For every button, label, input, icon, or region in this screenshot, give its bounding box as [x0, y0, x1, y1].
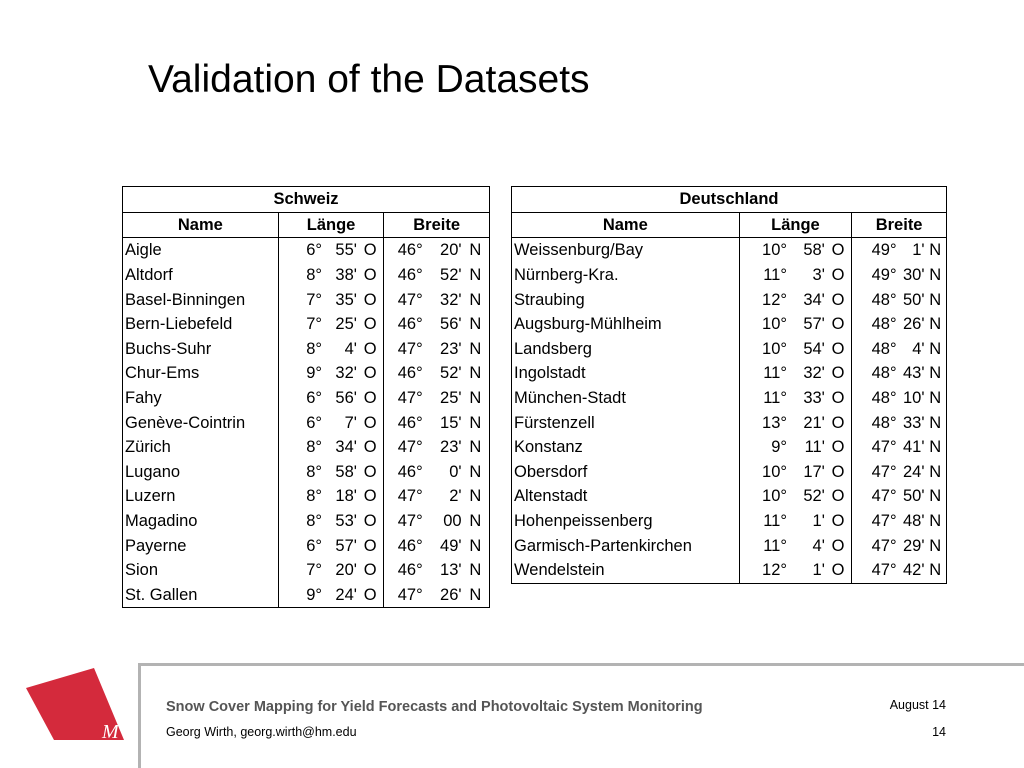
deutschland-table — [511, 186, 947, 584]
latitude-minutes-cell: 1' — [912, 241, 925, 260]
latitude-direction-cell: N — [929, 364, 942, 383]
latitude-degrees-cell: 46° — [397, 241, 423, 260]
latitude-minutes-cell: 24' — [903, 462, 925, 481]
longitude-degrees-cell: 7° — [306, 315, 323, 334]
latitude-degrees-cell: 47° — [397, 438, 423, 457]
table-row — [512, 410, 947, 435]
station-name-cell: Hohenpeissenberg — [512, 509, 740, 534]
table-row — [123, 460, 490, 485]
latitude-direction-cell: N — [929, 315, 942, 334]
longitude-minutes-cell: 33' — [803, 389, 825, 408]
schweiz-table — [122, 186, 490, 608]
latitude-direction-cell: N — [929, 266, 942, 285]
table-body — [123, 238, 490, 608]
latitude-degrees-cell: 46° — [397, 266, 423, 285]
latitude-degrees-cell: 48° — [871, 364, 897, 383]
latitude-degrees-cell: 47° — [871, 487, 897, 506]
longitude-direction-cell: O — [825, 558, 852, 583]
table-row — [123, 509, 490, 534]
latitude-degrees-cell: 47° — [397, 512, 423, 531]
longitude-degrees-cell: 8° — [306, 512, 323, 531]
table-body — [512, 238, 947, 583]
longitude-degrees-cell: 8° — [306, 339, 323, 358]
longitude-minutes-cell: 21' — [803, 413, 825, 432]
latitude-direction-cell: N — [929, 241, 942, 260]
latitude-minutes-cell: 33' — [903, 413, 925, 432]
longitude-degrees-cell: 12° — [762, 290, 787, 309]
longitude-degrees-cell: 6° — [306, 241, 323, 260]
longitude-minutes-cell: 58' — [335, 462, 357, 481]
longitude-direction-cell: O — [357, 238, 384, 263]
longitude-degrees-cell: 8° — [306, 438, 323, 457]
footer-author: Georg Wirth, georg.wirth@hm.edu — [166, 725, 357, 739]
station-name-cell: Obersdorf — [512, 460, 740, 485]
longitude-degrees-cell: 6° — [306, 389, 323, 408]
latitude-degrees-cell: 46° — [397, 315, 423, 334]
station-name-cell: Augsburg-Mühlheim — [512, 312, 740, 337]
latitude-direction-cell: N — [469, 487, 482, 506]
latitude-degrees-cell: 48° — [871, 413, 897, 432]
longitude-degrees-cell: 8° — [306, 487, 323, 506]
latitude-minutes-cell: 23' — [440, 339, 462, 358]
longitude-degrees-cell: 8° — [306, 462, 323, 481]
table-row — [512, 509, 947, 534]
latitude-direction-cell: N — [469, 561, 482, 580]
latitude-minutes-cell: 15' — [440, 413, 462, 432]
longitude-degrees-cell: 6° — [306, 536, 323, 555]
footer-title: Snow Cover Mapping for Yield Forecasts and Photovoltaic System Monitoring — [166, 699, 703, 715]
longitude-direction-cell: O — [825, 435, 852, 460]
latitude-direction-cell: N — [929, 290, 942, 309]
longitude-minutes-cell: 3' — [812, 266, 825, 285]
longitude-direction-cell: O — [357, 312, 384, 337]
longitude-minutes-cell: 11' — [804, 438, 825, 457]
table-row — [123, 263, 490, 288]
station-name-cell: Altdorf — [123, 263, 279, 288]
station-name-cell: Luzern — [123, 484, 279, 509]
latitude-degrees-cell: 47° — [871, 462, 897, 481]
longitude-direction-cell: O — [825, 337, 852, 362]
table-row — [512, 460, 947, 485]
longitude-minutes-cell: 1' — [812, 512, 825, 531]
table-title: Deutschland — [512, 187, 947, 213]
longitude-minutes-cell: 7' — [344, 413, 357, 432]
table-row — [512, 312, 947, 337]
latitude-degrees-cell: 47° — [871, 536, 897, 555]
latitude-minutes-cell: 23' — [440, 438, 462, 457]
station-name-cell: Konstanz — [512, 435, 740, 460]
latitude-direction-cell: N — [469, 536, 482, 555]
longitude-direction-cell: O — [357, 484, 384, 509]
latitude-minutes-cell: 52' — [440, 266, 462, 285]
latitude-minutes-cell: 0' — [449, 462, 462, 481]
latitude-minutes-cell: 30' — [903, 266, 925, 285]
station-name-cell: Landsberg — [512, 337, 740, 362]
latitude-minutes-cell: 56' — [440, 315, 462, 334]
longitude-direction-cell: O — [357, 460, 384, 485]
longitude-minutes-cell: 57' — [335, 536, 357, 555]
latitude-direction-cell: N — [929, 413, 942, 432]
longitude-minutes-cell: 1' — [812, 561, 825, 580]
longitude-degrees-cell: 9° — [306, 364, 323, 383]
university-logo — [20, 668, 130, 740]
latitude-direction-cell: N — [469, 241, 482, 260]
latitude-minutes-cell: 00 — [443, 512, 462, 531]
latitude-minutes-cell: 50' — [903, 487, 925, 506]
longitude-minutes-cell: 32' — [803, 364, 825, 383]
table-row — [512, 558, 947, 583]
station-name-cell: Magadino — [123, 509, 279, 534]
table-row — [512, 263, 947, 288]
longitude-direction-cell: O — [357, 410, 384, 435]
longitude-direction-cell: O — [825, 533, 852, 558]
station-name-cell: Fahy — [123, 386, 279, 411]
logo-letter: M — [102, 721, 119, 740]
station-name-cell: Garmisch-Partenkirchen — [512, 533, 740, 558]
station-name-cell: Aigle — [123, 238, 279, 263]
station-name-cell: Buchs-Suhr — [123, 337, 279, 362]
latitude-direction-cell: N — [929, 561, 942, 580]
table-row — [123, 533, 490, 558]
latitude-direction-cell: N — [929, 438, 942, 457]
station-name-cell: Chur-Ems — [123, 361, 279, 386]
latitude-minutes-cell: 50' — [903, 290, 925, 309]
table-row — [512, 484, 947, 509]
column-header-breite: Breite — [852, 212, 947, 238]
footer-frame — [138, 663, 1024, 768]
column-header-name: Name — [123, 212, 279, 238]
latitude-degrees-cell: 46° — [397, 413, 423, 432]
latitude-degrees-cell: 47° — [871, 438, 897, 457]
latitude-direction-cell: N — [469, 290, 482, 309]
longitude-minutes-cell: 17' — [803, 462, 825, 481]
station-name-cell: Fürstenzell — [512, 410, 740, 435]
longitude-degrees-cell: 6° — [306, 413, 323, 432]
column-header-name: Name — [512, 212, 740, 238]
longitude-minutes-cell: 34' — [803, 290, 825, 309]
longitude-minutes-cell: 4' — [344, 339, 357, 358]
longitude-degrees-cell: 9° — [771, 438, 787, 457]
latitude-minutes-cell: 52' — [440, 364, 462, 383]
latitude-minutes-cell: 4' — [912, 339, 925, 358]
latitude-degrees-cell: 48° — [871, 339, 897, 358]
latitude-minutes-cell: 43' — [903, 364, 925, 383]
latitude-minutes-cell: 42' — [903, 561, 925, 580]
longitude-degrees-cell: 7° — [306, 561, 323, 580]
latitude-minutes-cell: 49' — [440, 536, 462, 555]
longitude-direction-cell: O — [357, 361, 384, 386]
longitude-direction-cell: O — [825, 386, 852, 411]
longitude-degrees-cell: 11° — [763, 536, 787, 555]
longitude-direction-cell: O — [825, 312, 852, 337]
station-name-cell: Sion — [123, 558, 279, 583]
table-row — [512, 238, 947, 263]
longitude-degrees-cell: 10° — [762, 462, 787, 481]
longitude-minutes-cell: 57' — [803, 315, 825, 334]
latitude-direction-cell: N — [929, 487, 942, 506]
station-name-cell: Basel-Binningen — [123, 287, 279, 312]
station-name-cell: Payerne — [123, 533, 279, 558]
longitude-direction-cell: O — [357, 435, 384, 460]
station-name-cell: Nürnberg-Kra. — [512, 263, 740, 288]
longitude-degrees-cell: 11° — [763, 512, 787, 531]
latitude-degrees-cell: 46° — [397, 364, 423, 383]
longitude-minutes-cell: 20' — [335, 561, 357, 580]
latitude-minutes-cell: 26' — [903, 315, 925, 334]
latitude-direction-cell: N — [469, 389, 482, 408]
latitude-degrees-cell: 46° — [397, 462, 423, 481]
longitude-minutes-cell: 24' — [335, 585, 357, 604]
longitude-direction-cell: O — [357, 558, 384, 583]
latitude-degrees-cell: 48° — [871, 389, 897, 408]
latitude-degrees-cell: 49° — [871, 266, 897, 285]
longitude-degrees-cell: 11° — [763, 266, 787, 285]
longitude-direction-cell: O — [825, 287, 852, 312]
latitude-direction-cell: N — [929, 536, 942, 555]
latitude-direction-cell: N — [469, 364, 482, 383]
table-title: Schweiz — [123, 187, 490, 213]
latitude-minutes-cell: 29' — [903, 536, 925, 555]
longitude-degrees-cell: 13° — [762, 413, 787, 432]
table-row — [512, 287, 947, 312]
column-header-breite: Breite — [384, 212, 490, 238]
slide-title: Validation of the Datasets — [148, 58, 590, 101]
longitude-minutes-cell: 18' — [335, 487, 357, 506]
latitude-minutes-cell: 2' — [449, 487, 462, 506]
longitude-minutes-cell: 25' — [335, 315, 357, 334]
table-row — [512, 337, 947, 362]
longitude-direction-cell: O — [357, 337, 384, 362]
latitude-minutes-cell: 48' — [903, 512, 925, 531]
station-name-cell: München-Stadt — [512, 386, 740, 411]
station-name-cell: St. Gallen — [123, 583, 279, 608]
longitude-direction-cell: O — [357, 287, 384, 312]
longitude-minutes-cell: 38' — [335, 266, 357, 285]
latitude-degrees-cell: 47° — [397, 290, 423, 309]
longitude-minutes-cell: 55' — [335, 241, 357, 260]
longitude-minutes-cell: 35' — [335, 290, 357, 309]
latitude-direction-cell: N — [929, 462, 942, 481]
longitude-degrees-cell: 11° — [763, 364, 787, 383]
table-row — [123, 583, 490, 608]
latitude-degrees-cell: 47° — [397, 339, 423, 358]
table-row — [512, 533, 947, 558]
latitude-minutes-cell: 20' — [440, 241, 462, 260]
longitude-direction-cell: O — [825, 238, 852, 263]
longitude-degrees-cell: 10° — [762, 487, 787, 506]
latitude-direction-cell: N — [929, 512, 942, 531]
longitude-degrees-cell: 10° — [762, 241, 787, 260]
table-row — [123, 238, 490, 263]
longitude-minutes-cell: 56' — [335, 389, 357, 408]
latitude-degrees-cell: 46° — [397, 561, 423, 580]
latitude-direction-cell: N — [469, 266, 482, 285]
latitude-direction-cell: N — [469, 462, 482, 481]
table-row — [123, 337, 490, 362]
latitude-direction-cell: N — [469, 339, 482, 358]
table-row — [123, 410, 490, 435]
longitude-degrees-cell: 10° — [762, 339, 787, 358]
latitude-degrees-cell: 48° — [871, 290, 897, 309]
longitude-degrees-cell: 9° — [306, 585, 323, 604]
latitude-minutes-cell: 41' — [903, 438, 925, 457]
longitude-minutes-cell: 58' — [803, 241, 825, 260]
latitude-minutes-cell: 26' — [440, 585, 462, 604]
latitude-direction-cell: N — [469, 438, 482, 457]
longitude-direction-cell: O — [825, 263, 852, 288]
station-name-cell: Lugano — [123, 460, 279, 485]
longitude-minutes-cell: 4' — [812, 536, 825, 555]
latitude-direction-cell: N — [929, 389, 942, 408]
longitude-minutes-cell: 54' — [803, 339, 825, 358]
longitude-direction-cell: O — [357, 263, 384, 288]
table-row — [512, 361, 947, 386]
table-row — [123, 386, 490, 411]
longitude-degrees-cell: 11° — [763, 389, 787, 408]
latitude-minutes-cell: 32' — [440, 290, 462, 309]
latitude-degrees-cell: 49° — [871, 241, 897, 260]
latitude-degrees-cell: 46° — [397, 536, 423, 555]
latitude-degrees-cell: 47° — [397, 487, 423, 506]
page-number: 14 — [932, 725, 946, 739]
latitude-direction-cell: N — [469, 512, 482, 531]
longitude-degrees-cell: 8° — [306, 266, 323, 285]
longitude-direction-cell: O — [357, 533, 384, 558]
longitude-minutes-cell: 53' — [335, 512, 357, 531]
longitude-minutes-cell: 32' — [335, 364, 357, 383]
station-name-cell: Genève-Cointrin — [123, 410, 279, 435]
latitude-minutes-cell: 25' — [440, 389, 462, 408]
latitude-direction-cell: N — [469, 585, 482, 604]
column-header-laenge: Länge — [278, 212, 384, 238]
longitude-direction-cell: O — [357, 509, 384, 534]
latitude-degrees-cell: 47° — [871, 512, 897, 531]
longitude-direction-cell: O — [357, 386, 384, 411]
longitude-minutes-cell: 34' — [335, 438, 357, 457]
longitude-direction-cell: O — [825, 509, 852, 534]
longitude-direction-cell: O — [825, 410, 852, 435]
table-row — [123, 558, 490, 583]
station-name-cell: Weissenburg/Bay — [512, 238, 740, 263]
longitude-direction-cell: O — [825, 460, 852, 485]
station-name-cell: Bern-Liebefeld — [123, 312, 279, 337]
table-row — [512, 435, 947, 460]
latitude-degrees-cell: 48° — [871, 315, 897, 334]
station-name-cell: Altenstadt — [512, 484, 740, 509]
longitude-minutes-cell: 52' — [803, 487, 825, 506]
longitude-degrees-cell: 10° — [762, 315, 787, 334]
table-row — [123, 361, 490, 386]
longitude-direction-cell: O — [825, 484, 852, 509]
table-row — [123, 287, 490, 312]
station-name-cell: Straubing — [512, 287, 740, 312]
table-row — [512, 386, 947, 411]
latitude-direction-cell: N — [469, 413, 482, 432]
longitude-direction-cell: O — [357, 583, 384, 608]
latitude-degrees-cell: 47° — [397, 389, 423, 408]
longitude-direction-cell: O — [825, 361, 852, 386]
longitude-degrees-cell: 12° — [762, 561, 787, 580]
station-name-cell: Zürich — [123, 435, 279, 460]
latitude-degrees-cell: 47° — [871, 561, 897, 580]
column-header-laenge: Länge — [739, 212, 852, 238]
latitude-minutes-cell: 10' — [903, 389, 925, 408]
latitude-minutes-cell: 13' — [440, 561, 462, 580]
table-row — [123, 484, 490, 509]
station-name-cell: Ingolstadt — [512, 361, 740, 386]
latitude-direction-cell: N — [469, 315, 482, 334]
station-name-cell: Wendelstein — [512, 558, 740, 583]
latitude-degrees-cell: 47° — [397, 585, 423, 604]
table-row — [123, 312, 490, 337]
latitude-direction-cell: N — [929, 339, 942, 358]
table-row — [123, 435, 490, 460]
footer-date: August 14 — [889, 698, 946, 712]
longitude-degrees-cell: 7° — [306, 290, 323, 309]
